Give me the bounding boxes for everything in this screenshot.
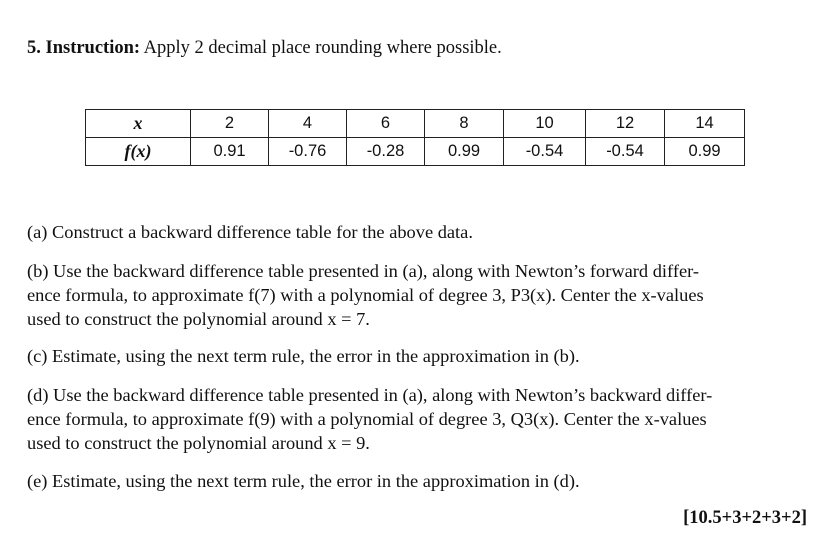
x-cell: 4 <box>269 110 347 138</box>
x-cell: 10 <box>504 110 586 138</box>
part-c <box>27 344 807 368</box>
instruction-label: 5. Instruction: <box>27 38 141 58</box>
fx-cell: -0.54 <box>586 138 665 166</box>
part-e <box>27 469 807 493</box>
instruction <box>27 38 502 59</box>
instruction-text: Apply 2 decimal place rounding where possible. <box>143 38 502 58</box>
fx-cell: -0.28 <box>347 138 425 166</box>
data-table <box>85 109 745 166</box>
part-e-text: (e) Estimate, using the next term rule, the error in the approximation in (d). <box>27 471 580 491</box>
table-row-x <box>86 110 745 138</box>
x-cell: 6 <box>347 110 425 138</box>
part-a <box>27 220 807 244</box>
fx-cell: 0.91 <box>191 138 269 166</box>
x-cell: 12 <box>586 110 665 138</box>
part-d <box>27 383 807 455</box>
x-cell: 14 <box>665 110 745 138</box>
marks-allocation: [10.5+3+2+3+2] <box>683 508 807 528</box>
x-cell: 2 <box>191 110 269 138</box>
part-c-text: (c) Estimate, using the next term rule, the error in the approximation in (b). <box>27 346 580 366</box>
x-cell: 8 <box>425 110 504 138</box>
fx-cell: -0.76 <box>269 138 347 166</box>
fx-cell: 0.99 <box>665 138 745 166</box>
fx-cell: -0.54 <box>504 138 586 166</box>
part-d-line: used to construct the polynomial around x = 9. <box>27 433 370 453</box>
part-b <box>27 259 807 331</box>
part-d-line: (d) Use the backward difference table presented in (a), along with Newton’s backward differ- <box>27 385 713 405</box>
x-header: x <box>86 110 191 138</box>
part-b-line: ence formula, to approximate f(7) with a polynomial of degree 3, P3(x). Center the x-values <box>27 285 704 305</box>
table-row-fx <box>86 138 745 166</box>
part-a-text: (a) Construct a backward difference table for the above data. <box>27 222 473 242</box>
fx-header: f(x) <box>86 138 191 166</box>
part-b-line: used to construct the polynomial around x = 7. <box>27 309 370 329</box>
fx-cell: 0.99 <box>425 138 504 166</box>
part-b-line: (b) Use the backward difference table presented in (a), along with Newton’s forward differ- <box>27 261 699 281</box>
part-d-line: ence formula, to approximate f(9) with a polynomial of degree 3, Q3(x). Center the x-values <box>27 409 707 429</box>
